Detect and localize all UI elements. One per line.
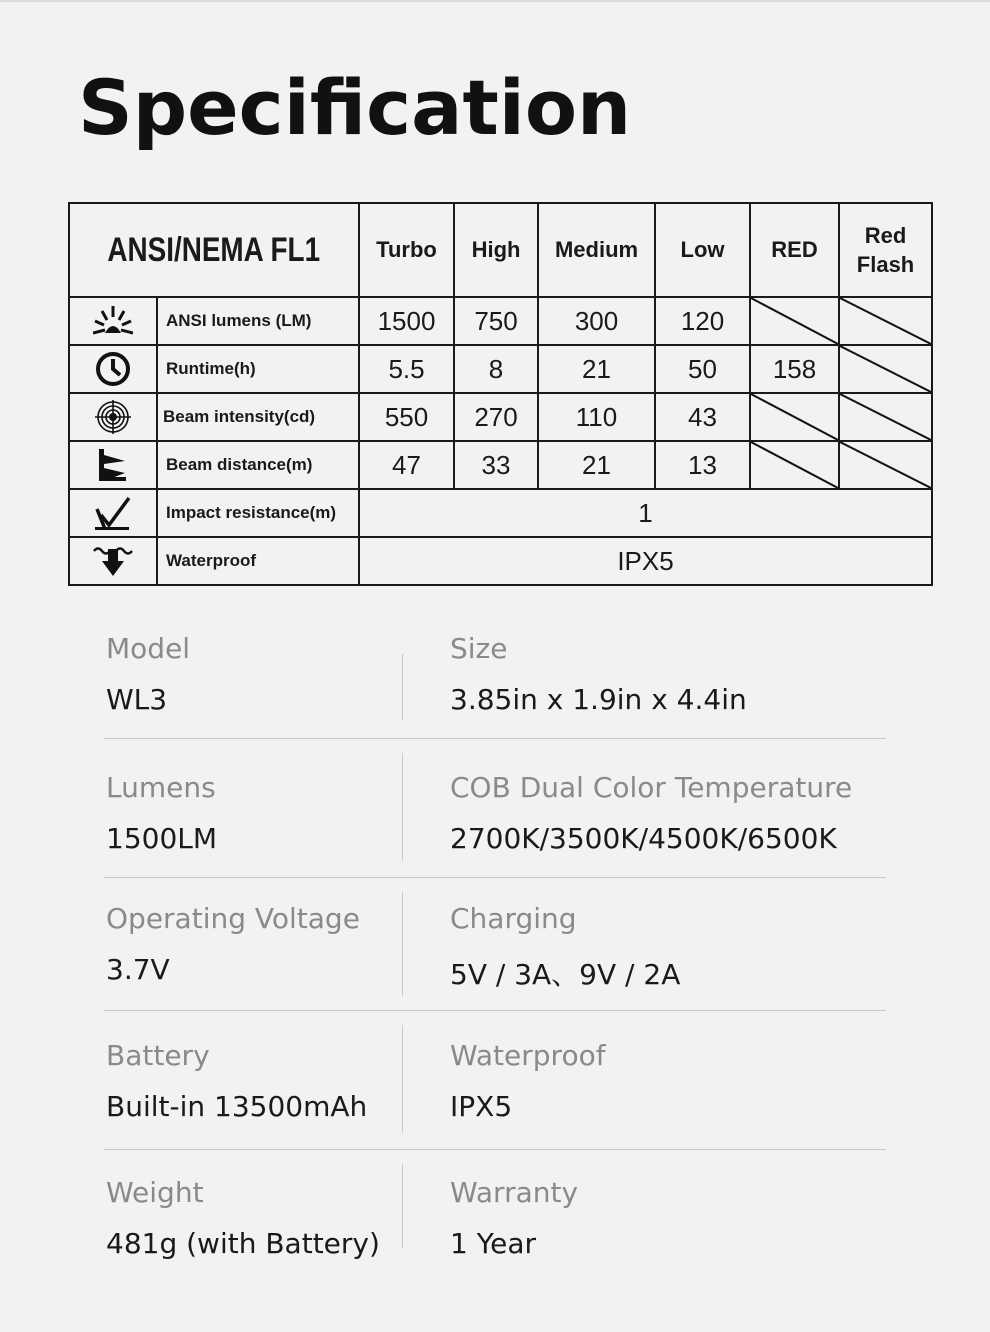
mode-header [839, 203, 932, 297]
spec-item [450, 761, 852, 855]
cell-value: 300 [538, 297, 655, 345]
spec-item [106, 761, 217, 855]
cell-value: 21 [538, 441, 655, 489]
impact-check-icon [69, 489, 157, 537]
table-row [69, 393, 932, 441]
cell-value: 110 [538, 393, 655, 441]
spec-item [106, 1029, 367, 1123]
table-row [69, 441, 932, 489]
cell-value: 43 [655, 393, 750, 441]
spec-label: Model [106, 632, 191, 665]
table-header-row [69, 203, 932, 297]
spec-value: 3.7V [106, 953, 170, 986]
spec-value: 3.85in x 1.9in x 4.4in [450, 683, 747, 716]
cell-value: 550 [359, 393, 454, 441]
span-value: IPX5 [359, 537, 932, 585]
cell-value: 1500 [359, 297, 454, 345]
spec-item [106, 892, 360, 986]
cell-value: 158 [750, 345, 839, 393]
mode-header: Medium [538, 203, 655, 297]
standard-header [69, 203, 359, 297]
sun-burst-icon [69, 297, 157, 345]
cell-value: 47 [359, 441, 454, 489]
row-label: Beam intensity(cd) [157, 393, 359, 441]
mode-header: RED [750, 203, 839, 297]
column-divider [402, 1164, 403, 1248]
row-label: Impact resistance(m) [157, 489, 359, 537]
top-divider [0, 0, 990, 2]
spec-label: Waterproof [450, 1039, 606, 1072]
table-row [69, 489, 932, 537]
mode-header: Low [655, 203, 750, 297]
spec-value: 5V / 3A、9V / 2A [450, 958, 681, 991]
spec-value: 1 Year [450, 1227, 536, 1260]
spec-label: Lumens [106, 771, 216, 804]
row-label: Beam distance(m) [157, 441, 359, 489]
spec-label: COB Dual Color Temperature [450, 771, 853, 804]
spec-item [106, 622, 190, 716]
spec-value: 481g (with Battery) [106, 1227, 380, 1260]
spec-value: Built-in 13500mAh [106, 1090, 368, 1123]
spec-item [450, 1029, 606, 1123]
spec-label: Battery [106, 1039, 210, 1072]
spec-value: WL3 [106, 683, 168, 716]
spec-value: 1500LM [106, 822, 218, 855]
waterproof-arrow-icon [69, 537, 157, 585]
not-applicable-cell [750, 297, 839, 345]
table-row [69, 297, 932, 345]
spec-row [104, 878, 886, 1011]
spec-row [104, 1011, 886, 1150]
spec-row [104, 622, 886, 739]
not-applicable-cell [839, 345, 932, 393]
spec-label: Size [450, 632, 508, 665]
spec-label: Charging [450, 902, 577, 935]
cell-value: 13 [655, 441, 750, 489]
spec-row [104, 739, 886, 878]
span-value: 1 [359, 489, 932, 537]
spec-label: Operating Voltage [106, 902, 360, 935]
spec-row [104, 1150, 886, 1288]
mode-header: High [454, 203, 538, 297]
column-divider [402, 892, 403, 996]
table-row [69, 345, 932, 393]
spec-value: IPX5 [450, 1090, 513, 1123]
not-applicable-cell [839, 297, 932, 345]
target-icon [69, 393, 157, 441]
spec-item [106, 1166, 380, 1260]
spec-value: 2700K/3500K/4500K/6500K [450, 822, 837, 855]
not-applicable-cell [839, 393, 932, 441]
cell-value: 750 [454, 297, 538, 345]
clock-icon [69, 345, 157, 393]
cell-value: 120 [655, 297, 750, 345]
row-label: Runtime(h) [157, 345, 359, 393]
fl1-spec-table [68, 202, 933, 586]
beam-distance-icon [69, 441, 157, 489]
standard-label: ANSI/NEMA FL1 [107, 230, 321, 269]
column-divider [402, 753, 403, 861]
not-applicable-cell [839, 441, 932, 489]
spec-label: Warranty [450, 1176, 579, 1209]
spec-item [450, 622, 747, 716]
not-applicable-cell [750, 441, 839, 489]
cell-value: 33 [454, 441, 538, 489]
table-row [69, 537, 932, 585]
cell-value: 5.5 [359, 345, 454, 393]
cell-value: 21 [538, 345, 655, 393]
spec-label: Weight [106, 1176, 204, 1209]
cell-value: 50 [655, 345, 750, 393]
column-divider [402, 654, 403, 720]
page-title: Specification [78, 63, 632, 152]
mode-header-label: Red Flash [856, 223, 915, 277]
cell-value: 8 [454, 345, 538, 393]
row-label: ANSI lumens (LM) [157, 297, 359, 345]
spec-list [104, 622, 886, 1288]
not-applicable-cell [750, 393, 839, 441]
spec-item [450, 892, 680, 993]
spec-item [450, 1166, 578, 1260]
column-divider [402, 1025, 403, 1133]
mode-header: Turbo [359, 203, 454, 297]
row-label: Waterproof [157, 537, 359, 585]
cell-value: 270 [454, 393, 538, 441]
